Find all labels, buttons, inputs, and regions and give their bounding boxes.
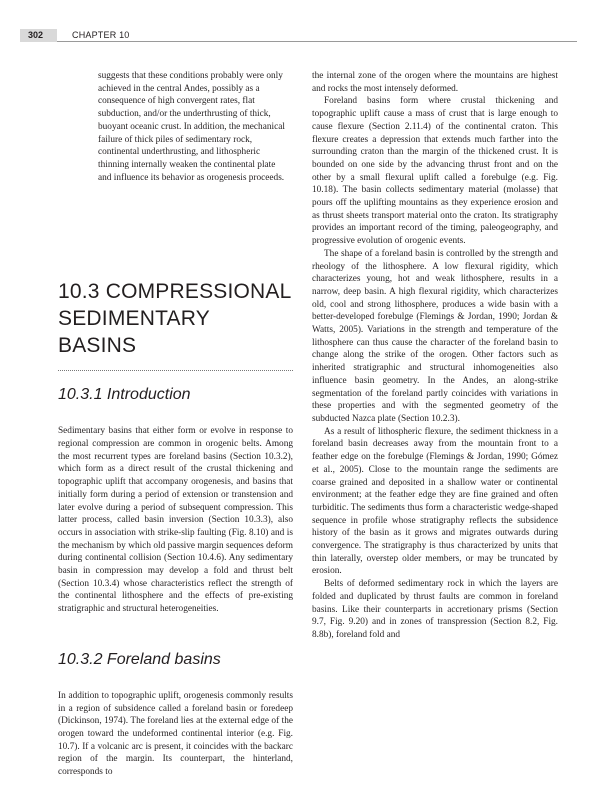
paragraph: the internal zone of the orogen where the mountains are highest and rocks the most intensely deformed. [312, 71, 558, 94]
chapter-label: CHAPTER 10 [72, 30, 130, 40]
running-header [0, 0, 615, 52]
section-title: 10.3 COMPRESSIONAL SEDIMENTARY BASINS [58, 280, 291, 358]
subsection-title-foreland-basins: 10.3.2 Foreland basins [58, 650, 221, 668]
header-rule [57, 41, 577, 42]
paragraph: The shape of a foreland basin is controlled by the strength and rheology of the lithosphere. A low flexural rigidity, which characterizes young, hot and weak lithosphere, results in a narrow, deep basin. A high flexural rigidity, which characterizes old, cool and strong lithosphere, produces a wide basin with a better-developed forebulge (Flemings & Jordan, 1990; Jordan & Watts, 2005). Variations in the strength and temperature of the lithosphere can thus cause the character of the foreland basin to change along the strike of the orogen. Other factors such as inherited stratigraphic and structural inhomogeneities also influence basin geometry. In the Andes, an along-strike segmentation of the foreland partly coincides with variations in these properties and with the segmented geometry of the subducted Nazca plate (Section 10.2.3). [312, 248, 558, 424]
page-number: 302 [28, 30, 44, 40]
paragraph: As a result of lithospheric flexure, the sediment thickness in a foreland basin decreases away from the mountain front to a feather edge on the forebulge (Flemings & Jordan, 1990; Gómez et al., 2005). Close to the mountain range the sediments are coarse grained and deposited in a shallow water or continental environment; at the feather edge they are fine grained and often turbiditic. The sediments thus form a characteristic wedge-shaped sequence in profile whose stratigraphy reflects the subsidence history of the basin as it grows and migrates outwards during convergence. The stratigraphy is thus characterized by units that thin laterally, overstep older members, or may be truncated by erosion. [312, 426, 558, 577]
dotted-divider [58, 370, 293, 371]
indented-extract: suggests that these conditions probably were only achieved in the central Andes, possibly as a consequence of high convergent rates, flat subduction, and/or the underthrusting of thick, buoyant oceanic crust. In addition, the mechanical failure of thick piles of sedimentary rock, continental underthrusting, and lithospheric thinning internally weaken the continental plate and influence its behavior as orogenesis proceeds. [98, 71, 285, 183]
right-column [312, 70, 558, 642]
left-column [58, 70, 293, 779]
paragraph: Sedimentary basins that either form or evolve in response to regional compression are common in orogenic belts. Among the most recurrent types are foreland basins (Section 10.3.2), which form as a direct result of the crustal thickening and topographic uplift that accompany orogenesis, and basins that initially form during a period of extension or transtension and later evolve during a period of subsequent compression. This latter process, called basin inversion (Section 10.3.3), also occurs in association with strike-slip faulting (Fig. 8.10) and is the mechanism by which old passive margin sequences deform during continental collision (Section 10.4.6). Any sedimentary basin in compression may develop a fold and thrust belt (Section 10.3.4) whose characteristics reflect the strength of the continental lithosphere and the effects of pre-existing stratigraphic and structural heterogeneities. [58, 426, 293, 615]
paragraph: In addition to topographic uplift, orogenesis commonly results in a region of subsidence called a foreland basin or foredeep (Dickinson, 1974). The foreland lies at the external edge of the orogen toward the undeformed continental interior (e.g. Fig. 10.7). If a volcanic arc is present, it coincides with the backarc region of the margin. Its counterpart, the hinterland, corresponds to [58, 690, 293, 778]
paragraph: Foreland basins form where crustal thickening and topographic uplift cause a mass of crust that is large enough to cause flexure (Section 2.11.4) of the continental craton. This flexure creates a depression that extends much farther into the surrounding craton than the margin of the thickened crust. It is bounded on one side by the advancing thrust front and on the other by a small flexural uplift called a forebulge (e.g. Fig. 10.18). The basin collects sedimentary material (molasse) that pours off the uplifting mountains as they experience erosion and as thrust sheets transport material onto the craton. Its stratigraphy provides an important record of the timing, paleogeography, and progressive evolution of orogenic events. [312, 96, 558, 247]
subsection-title-introduction: 10.3.1 Introduction [58, 386, 191, 404]
paragraph: Belts of deformed sedimentary rock in which the layers are folded and duplicated by thrust faults are common in foreland basins. Like their counterparts in accretionary prisms (Section 9.7, Fig. 9.20) and in zones of transpression (Section 8.2, Fig. 8.8b), foreland fold and [312, 579, 558, 640]
